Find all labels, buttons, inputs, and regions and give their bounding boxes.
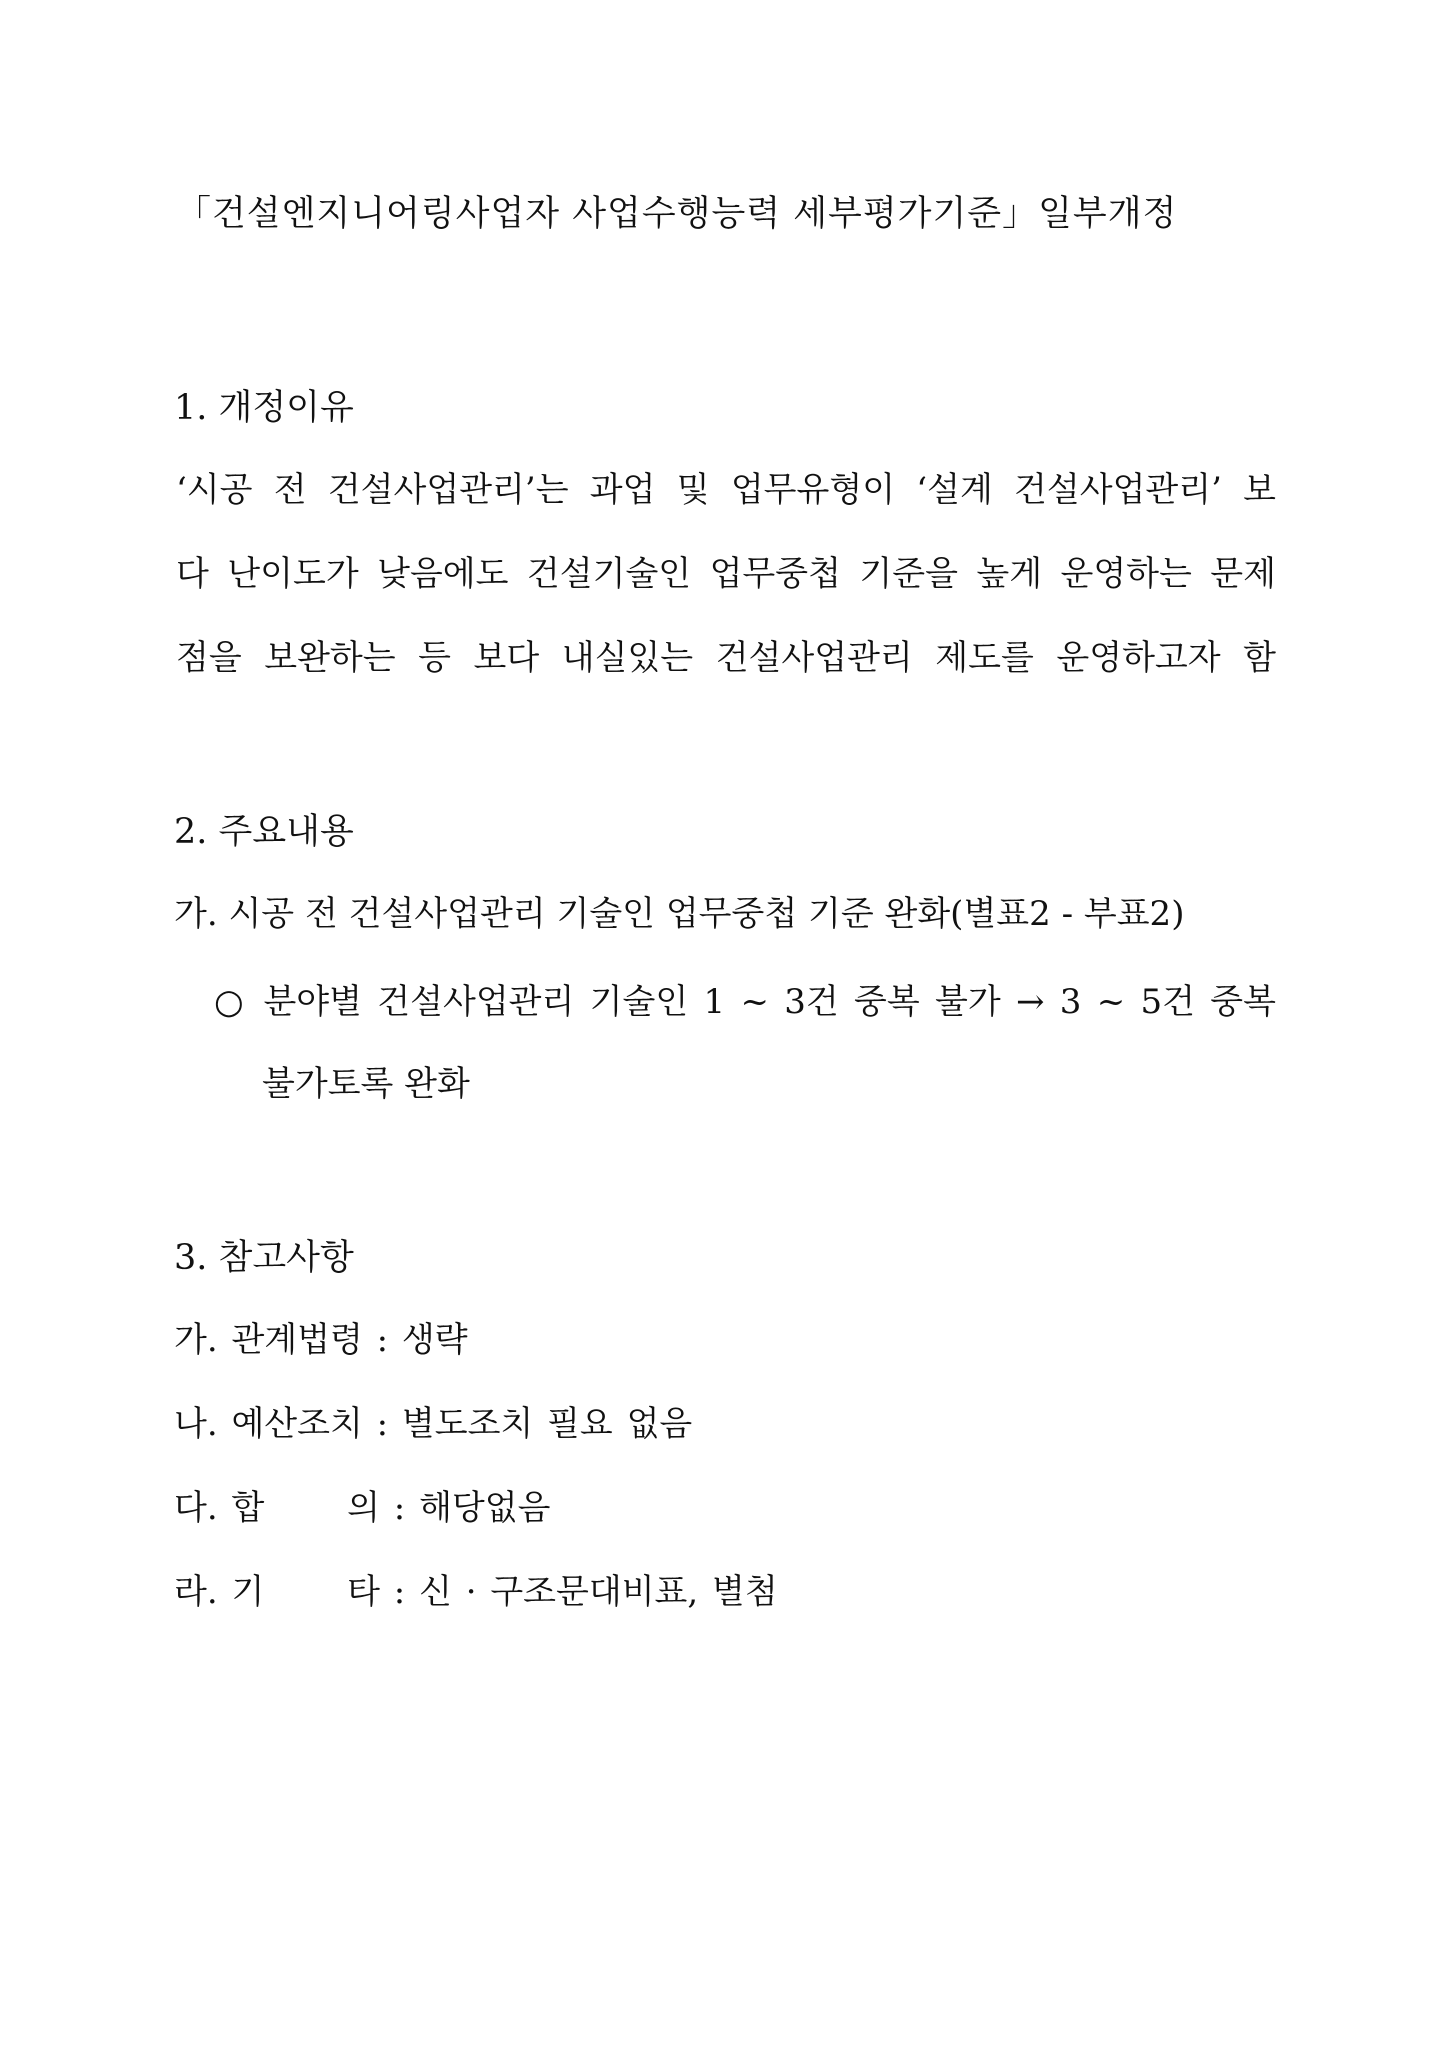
- main-content-bullet-line-1: ○ 분야별 건설사업관리 기술인 1 ~ 3건 중복 불가 → 3 ~ 5건 중복: [214, 982, 1276, 1022]
- document-title: 「건설엔지니어링사업자 사업수행능력 세부평가기준」일부개정: [176, 194, 1178, 234]
- reference-item-budget: 나. 예산조치 : 별도조치 필요 없음: [174, 1404, 693, 1444]
- reference-item-other: 라. 기 타 : 신 · 구조문대비표, 별첨: [174, 1572, 778, 1612]
- main-content-bullet-line-2: 불가토록 완화: [262, 1064, 470, 1104]
- section-heading-reason: 1. 개정이유: [174, 388, 354, 428]
- section-heading-reference: 3. 참고사항: [174, 1238, 354, 1278]
- reason-line-1: ‘시공 전 건설사업관리’는 과업 및 업무유형이 ‘설계 건설사업관리’ 보: [176, 470, 1276, 510]
- reference-item-consultation: 다. 합 의 : 해당없음: [174, 1488, 551, 1528]
- reference-item-laws: 가. 관계법령 : 생략: [174, 1320, 468, 1360]
- section-heading-main-content: 2. 주요내용: [174, 812, 354, 852]
- reason-line-2: 다 난이도가 낮음에도 건설기술인 업무중첩 기준을 높게 운영하는 문제: [176, 554, 1276, 594]
- reason-line-3: 점을 보완하는 등 보다 내실있는 건설사업관리 제도를 운영하고자 함: [176, 638, 1276, 678]
- main-content-item-a: 가. 시공 전 건설사업관리 기술인 업무중첩 기준 완화(별표2 - 부표2): [174, 894, 1185, 934]
